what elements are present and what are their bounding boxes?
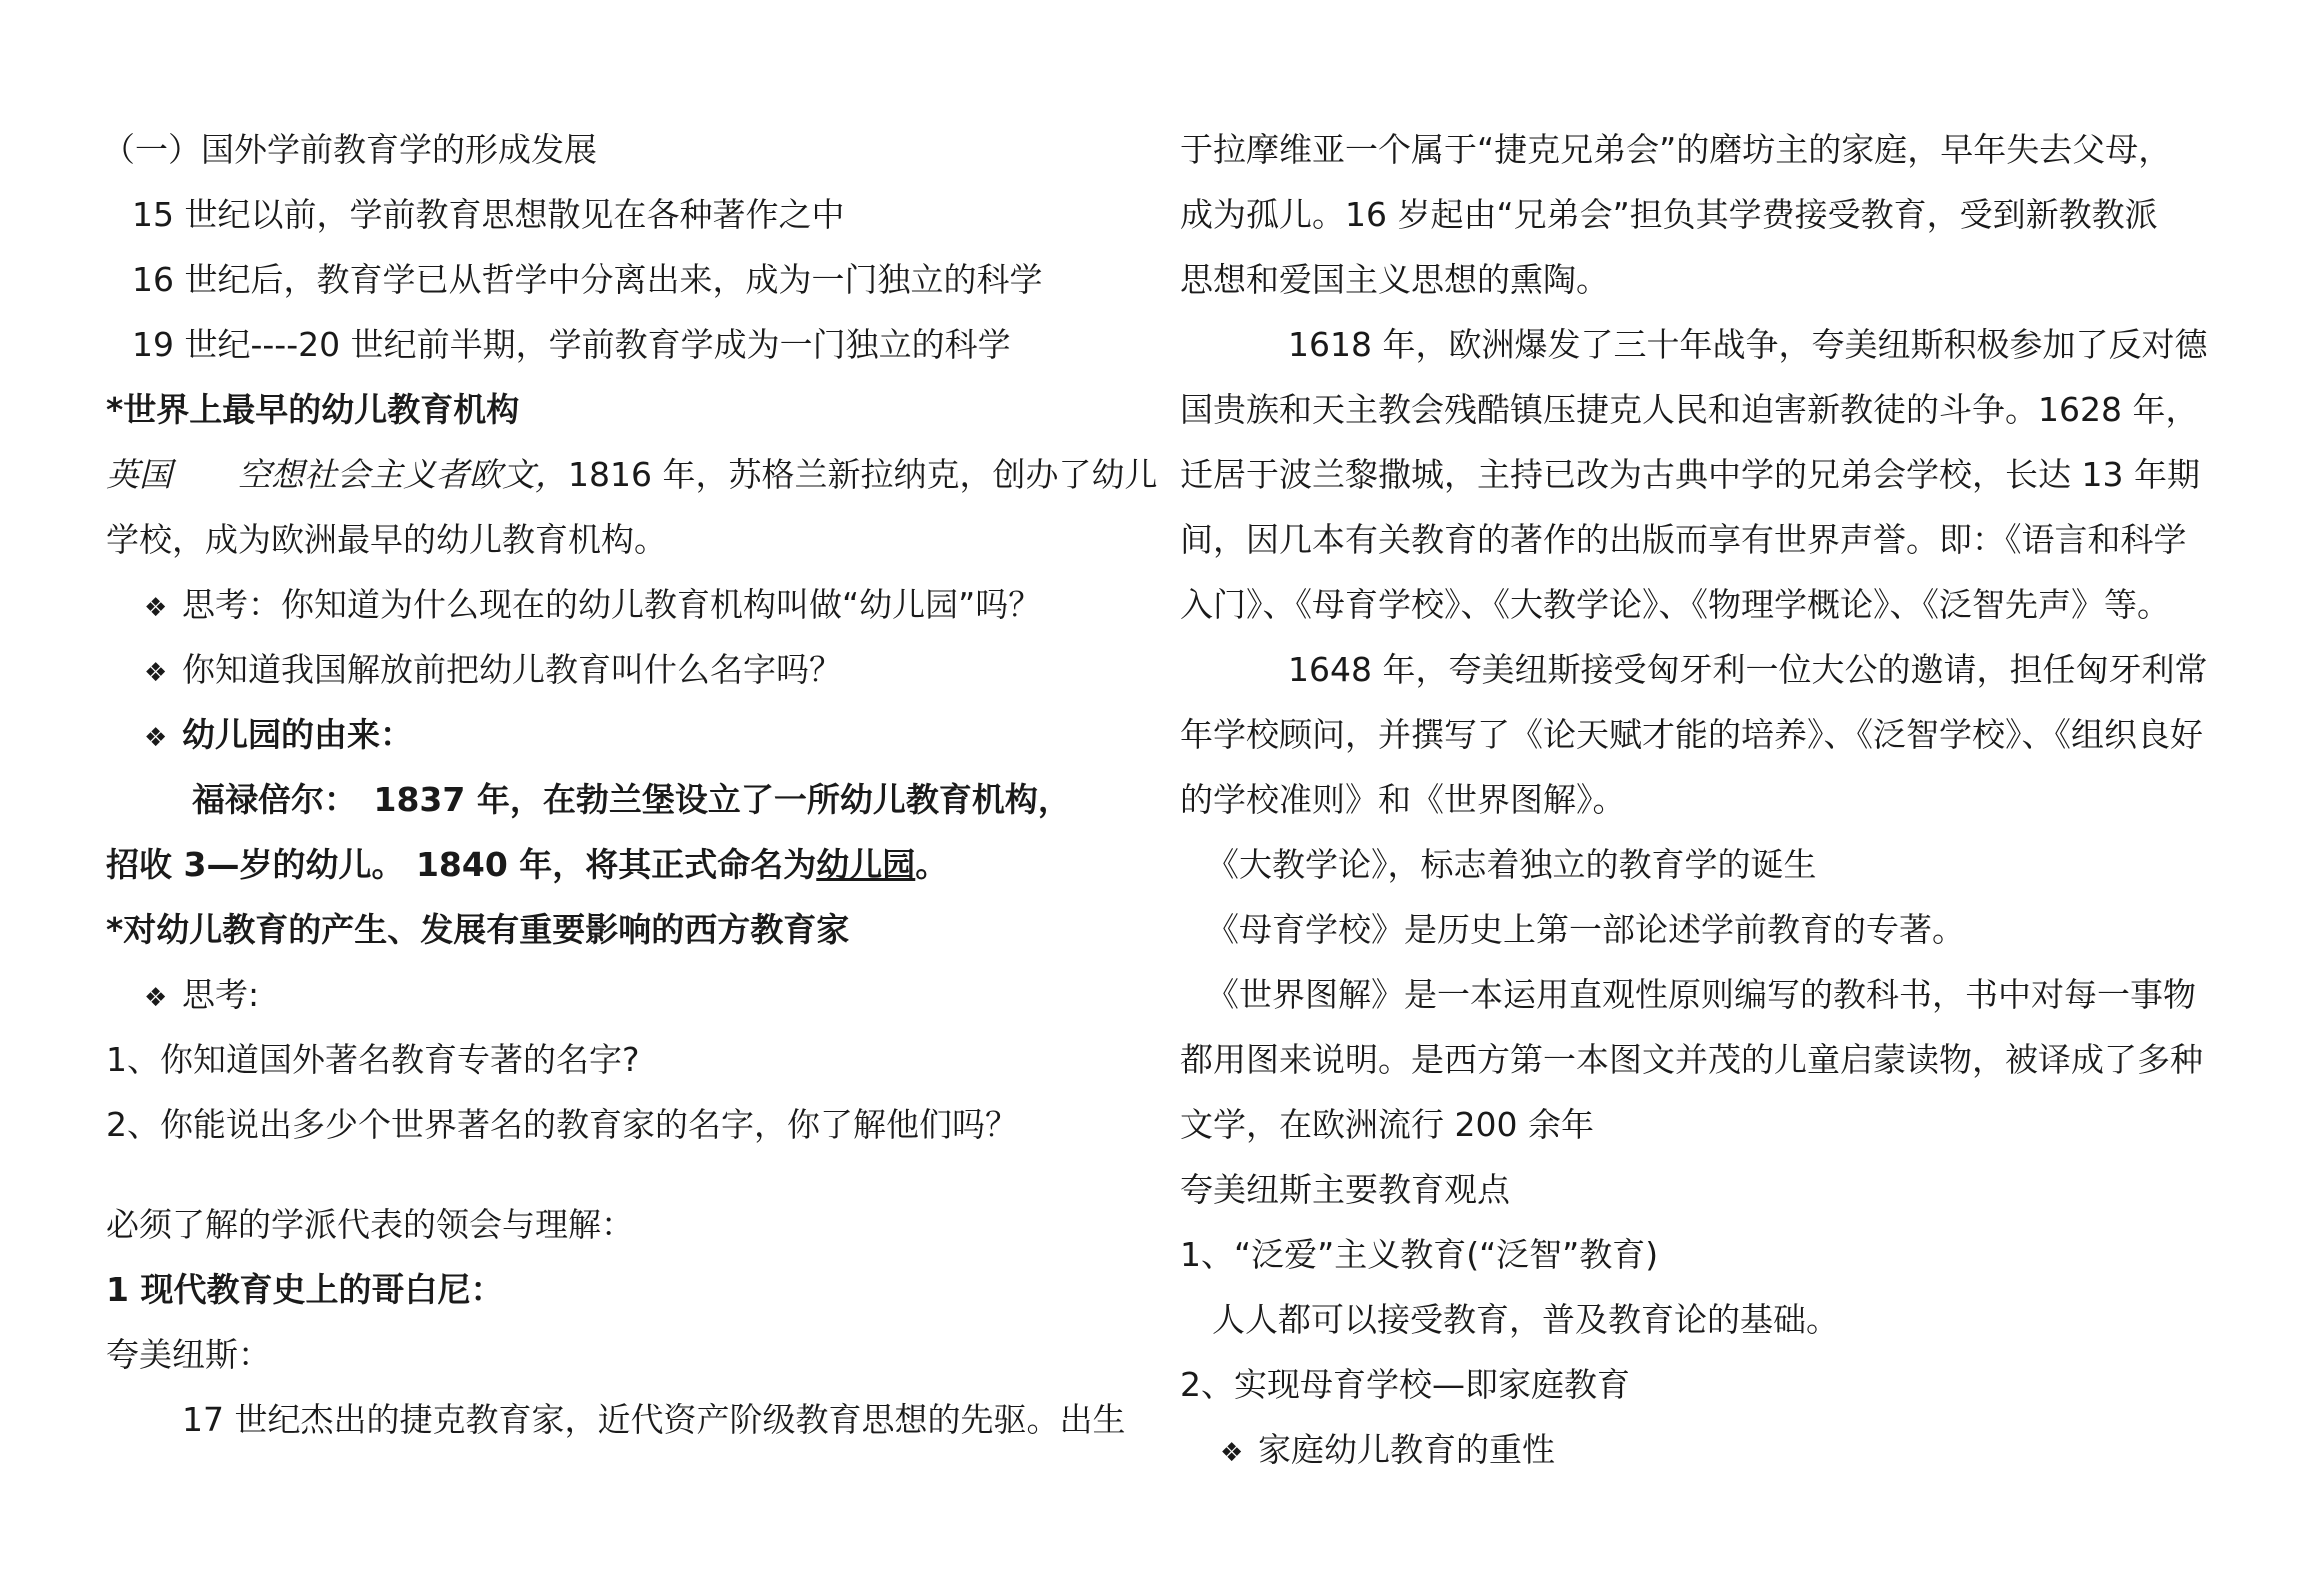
bullet-text: 家庭幼儿教育的重性 bbox=[1258, 1430, 1555, 1469]
text-line: 入门》、《母育学校》、《大教学论》、《物理学概论》、《泛智先声》等。 bbox=[1180, 585, 2170, 624]
text-span: 招收 3—岁的幼儿。 1840 年，将其正式命名为 bbox=[106, 845, 817, 884]
text-line: 成为孤儿。16 岁起由“兄弟会”担负其学费接受教育，受到新教教派 bbox=[1180, 195, 2158, 234]
text-line: 《母育学校》是历史上第一部论述学前教育的专著。 bbox=[1206, 910, 1965, 949]
numbered-item: 2、实现母育学校—即家庭教育 bbox=[1180, 1365, 1630, 1404]
question-line: 1、你知道国外著名教育专著的名字? bbox=[106, 1040, 640, 1079]
bullet-text: 你知道我国解放前把幼儿教育叫什么名字吗？ bbox=[182, 650, 842, 689]
diamond-bullet-icon: ❖ bbox=[144, 658, 168, 688]
numbered-item: 1、“泛爱”主义教育(“泛智”教育) bbox=[1180, 1235, 1659, 1274]
bullet-item bbox=[144, 572, 1194, 637]
bold-heading: 1 现代教育史上的哥白尼： bbox=[106, 1270, 504, 1309]
diamond-bullet-icon: ❖ bbox=[144, 593, 168, 623]
text-line bbox=[106, 832, 1156, 897]
text-line: 必须了解的学派代表的领会与理解： bbox=[106, 1205, 634, 1244]
text-line: 学校，成为欧洲最早的幼儿教育机构。 bbox=[106, 520, 667, 559]
text-line: 于拉摩维亚一个属于“捷克兄弟会”的磨坊主的家庭，早年失去父母， bbox=[1180, 130, 2172, 169]
italic-text: 英国 空想社会主义者欧文， bbox=[106, 455, 568, 494]
text-line: 迁居于波兰黎撒城，主持已改为古典中学的兄弟会学校，长达 13 年期 bbox=[1180, 455, 2200, 494]
text-line: 《世界图解》是一本运用直观性原则编写的教科书，书中对每一事物 bbox=[1206, 975, 2196, 1014]
text-line bbox=[106, 442, 1156, 507]
text-line: 1648 年，夸美纽斯接受匈牙利一位大公的邀请，担任匈牙利常 bbox=[1288, 650, 2208, 689]
underlined-term: 幼儿园 bbox=[816, 845, 916, 884]
text-line: 17 世纪杰出的捷克教育家，近代资产阶级教育思想的先驱。出生 bbox=[182, 1400, 1126, 1439]
text-line: 夸美纽斯： bbox=[106, 1335, 271, 1374]
text-line: 间，因几本有关教育的著作的出版而享有世界声誉。即：《语言和科学 bbox=[1180, 520, 2187, 559]
bullet-item bbox=[144, 702, 1194, 767]
text-line: 《大教学论》，标志着独立的教育学的诞生 bbox=[1206, 845, 1817, 884]
diamond-bullet-icon: ❖ bbox=[144, 983, 168, 1013]
text-line: 15 世纪以前，学前教育思想散见在各种著作之中 bbox=[132, 195, 845, 234]
right-column bbox=[1180, 117, 2210, 1482]
bold-heading: *世界上最早的幼儿教育机构 bbox=[106, 390, 520, 429]
bullet-text: 幼儿园的由来： bbox=[182, 715, 413, 754]
bullet-item bbox=[144, 962, 1194, 1027]
bold-heading: *对幼儿教育的产生、发展有重要影响的西方教育家 bbox=[106, 910, 850, 949]
text-line: 文学，在欧洲流行 200 余年 bbox=[1180, 1105, 1594, 1144]
text-line: 国贵族和天主教会残酷镇压捷克人民和迫害新教徒的斗争。1628 年， bbox=[1180, 390, 2199, 429]
text-line: 年学校顾问，并撰写了《论天赋才能的培养》、《泛智学校》、《组织良好 bbox=[1180, 715, 2203, 754]
text-line: 19 世纪----20 世纪前半期，学前教育学成为一门独立的科学 bbox=[132, 325, 1011, 364]
text-line: 人人都可以接受教育，普及教育论的基础。 bbox=[1212, 1300, 1839, 1339]
text-line: 福禄倍尔： 1837 年，在勃兰堡设立了一所幼儿教育机构， bbox=[192, 780, 1071, 819]
bullet-item bbox=[144, 637, 1194, 702]
text-line: 都用图来说明。是西方第一本图文并茂的儿童启蒙读物，被译成了多种 bbox=[1180, 1040, 2203, 1079]
text-line: 1618 年，欧洲爆发了三十年战争，夸美纽斯积极参加了反对德 bbox=[1288, 325, 2208, 364]
text-span: 1816 年，苏格兰新拉纳克，创办了幼儿 bbox=[568, 455, 1158, 494]
subheading: 夸美纽斯主要教育观点 bbox=[1180, 1170, 1510, 1209]
left-column bbox=[102, 117, 1158, 1452]
text-span: 。 bbox=[915, 845, 949, 884]
bullet-item bbox=[1220, 1417, 2250, 1482]
diamond-bullet-icon: ❖ bbox=[1220, 1438, 1244, 1468]
bullet-text: 思考：你知道为什么现在的幼儿教育机构叫做“幼儿园”吗？ bbox=[182, 585, 1042, 624]
text-line: 思想和爱国主义思想的熏陶。 bbox=[1180, 260, 1609, 299]
bullet-text: 思考: bbox=[182, 975, 260, 1014]
diamond-bullet-icon: ❖ bbox=[144, 723, 168, 753]
section-heading: （一）国外学前教育学的形成发展 bbox=[102, 130, 597, 169]
text-line: 的学校准则》和《世界图解》。 bbox=[1180, 780, 1626, 819]
question-line: 2、你能说出多少个世界著名的教育家的名字，你了解他们吗？ bbox=[106, 1105, 1018, 1144]
text-line: 16 世纪后，教育学已从哲学中分离出来，成为一门独立的科学 bbox=[132, 260, 1043, 299]
spacer bbox=[106, 1157, 1156, 1192]
